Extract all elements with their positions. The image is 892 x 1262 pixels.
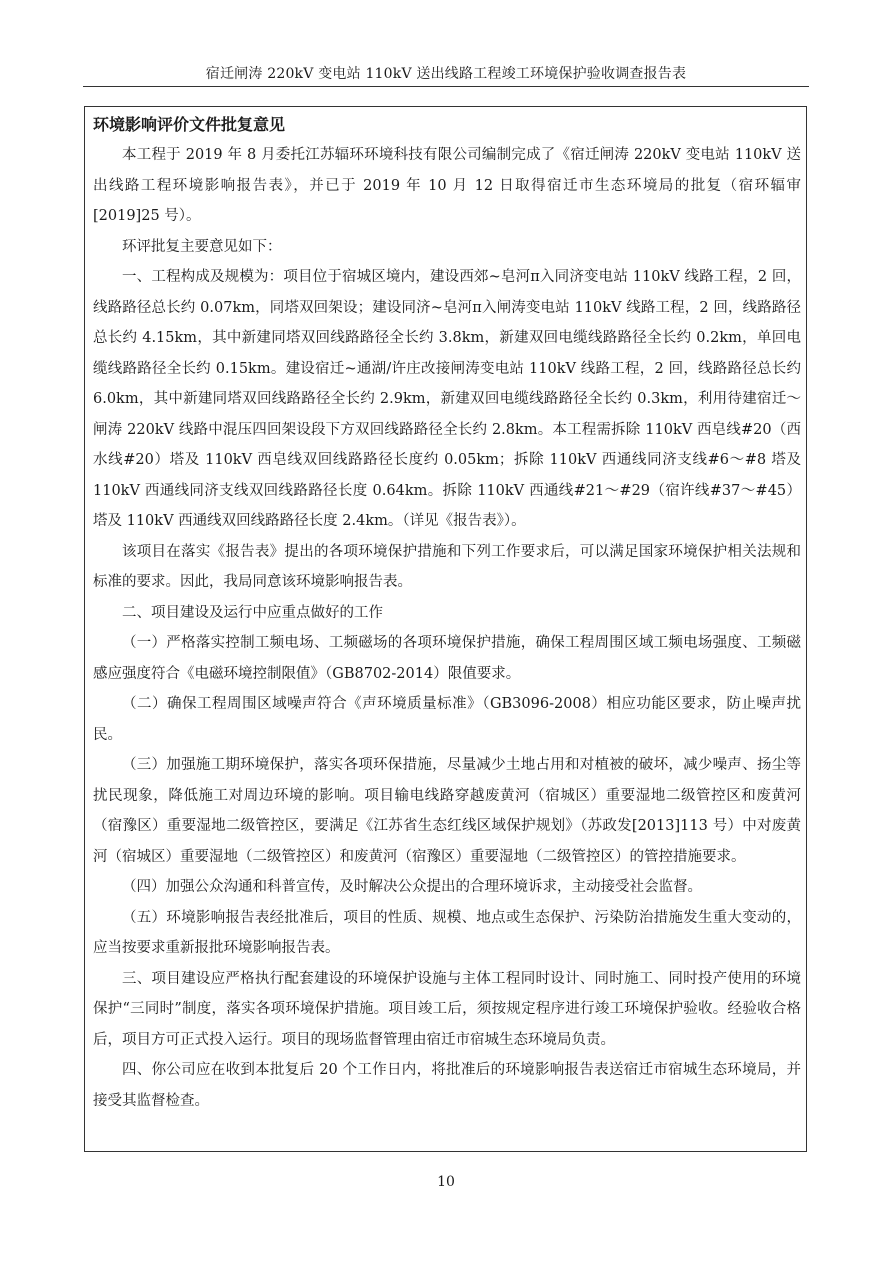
paragraph-item-4: （四）加强公众沟通和科普宣传，及时解决公众提出的合理环境诉求，主动接受社会监督。 — [122, 879, 702, 895]
paragraph-submission: 四、你公司应在收到本批复后 20 个工作日内，将批准后的环境影响报告表送宿迁市宿城生态环境局，并接受其监督检查。 — [93, 1062, 801, 1109]
paragraph-main-opinions: 环评批复主要意见如下： — [122, 238, 282, 255]
paragraph-approval: 该项目在落实《报告表》提出的各项环境保护措施和下列工作要求后，可以满足国家环境保护相关法规和标准的要求。因此，我局同意该环境影响报告表。 — [93, 543, 801, 590]
paragraph-item-5: （五）环境影响报告表经批准后，项目的性质、规模、地点或生态保护、污染防治措施发生重大变动的，应当按要求重新报批环境影响报告表。 — [93, 909, 801, 956]
header-divider — [83, 86, 809, 87]
page-number: 10 — [437, 1174, 455, 1190]
paragraph-item-2: （二）确保工程周围区域噪声符合《声环境质量标准》（GB3096-2008）相应功能区要求，防止噪声扰民。 — [93, 696, 801, 743]
section-title: 环境影响评价文件批复意见 — [93, 115, 286, 134]
approval-opinion-section — [93, 110, 801, 1116]
paragraph-item-1: （一）严格落实控制工频电场、工频磁场的各项环境保护措施，确保工程周围区域工频电场强度、工频磁感应强度符合《电磁环境控制限值》（GB8702-2014）限值要求。 — [93, 635, 801, 682]
paragraph-three-simultaneous: 三、项目建设应严格执行配套建设的环境保护设施与主体工程同时设计、同时施工、同时投产使用的环境保护“三同时”制度，落实各项环境保护措施。项目竣工后，须按规定程序进行竣工环境保护验收。经验收合格后，项目方可正式投入运行。项目的现场监督管理由宿迁市宿城生态环境局负责。 — [93, 970, 801, 1048]
paragraph-item-3: （三）加强施工期环境保护，落实各项环保措施，尽量减少土地占用和对植被的破坏，减少噪声、扬尘等扰民现象，降低施工对周边环境的影响。项目输电线路穿越废黄河（宿城区）重要湿地二级管控区和废黄河（宿豫区）重要湿地二级管控区，要满足《江苏省生态红线区域保护规划》（苏政发[2013]113 号）中对废黄河（宿城区）重要湿地（二级管控区）和废黄河（宿豫区）重要湿地（二级管控区）的管控措施要求。 — [93, 757, 801, 865]
paragraph-project-scope: 一、工程构成及规模为：项目位于宿城区境内，建设西郊~皂河π入同济变电站 110kV 线路工程，2 回，线路路径总长约 0.07km，同塔双回架设；建设同济~皂河π入闸涛变电站 110kV 线路工程，2 回，线路路径总长约 4.15km，其中新建同塔双回线路路径全长约 3.8km，新建双回电缆线路路径全长约 0.2km，单回电缆线路路径全长约 0.15km。建设宿迁~通湖/许庄改接闸涛变电站 110kV 线路工程，2 回，线路路径总长约 6.0km，其中新建同塔双回线路路径全长约 2.9km，新建双回电缆线路路径全长约 0.3km，利用待建宿迁～闸涛 220kV 线路中混压四回架设段下方双回线路路径全长约 2.8km。本工程需拆除 110kV 西皂线#20（西水线#20）塔及 110kV 西皂线双回线路路径长度约 0.05km；拆除 110kV 西通线同济支线#6～#8 塔及 110kV 西通线同济支线双回线路路径长度 0.64km。拆除 110kV 西通线#21～#29（宿许线#37～#45）塔及 110kV 西通线双回线路路径长度 2.4km。（详见《报告表》）。 — [93, 269, 801, 529]
paragraph-intro: 本工程于 2019 年 8 月委托江苏辐环环境科技有限公司编制完成了《宿迁闸涛 220kV 变电站 110kV 送出线路工程环境影响报告表》，并已于 2019 年 10 月 12 日取得宿迁市生态环境局的批复（宿环辐审[2019]25 号）。 — [93, 147, 801, 224]
paragraph-key-work-heading: 二、项目建设及运行中应重点做好的工作 — [122, 604, 383, 621]
page-header: 宿迁闸涛 220kV 变电站 110kV 送出线路工程竣工环境保护验收调查报告表 — [205, 66, 687, 82]
